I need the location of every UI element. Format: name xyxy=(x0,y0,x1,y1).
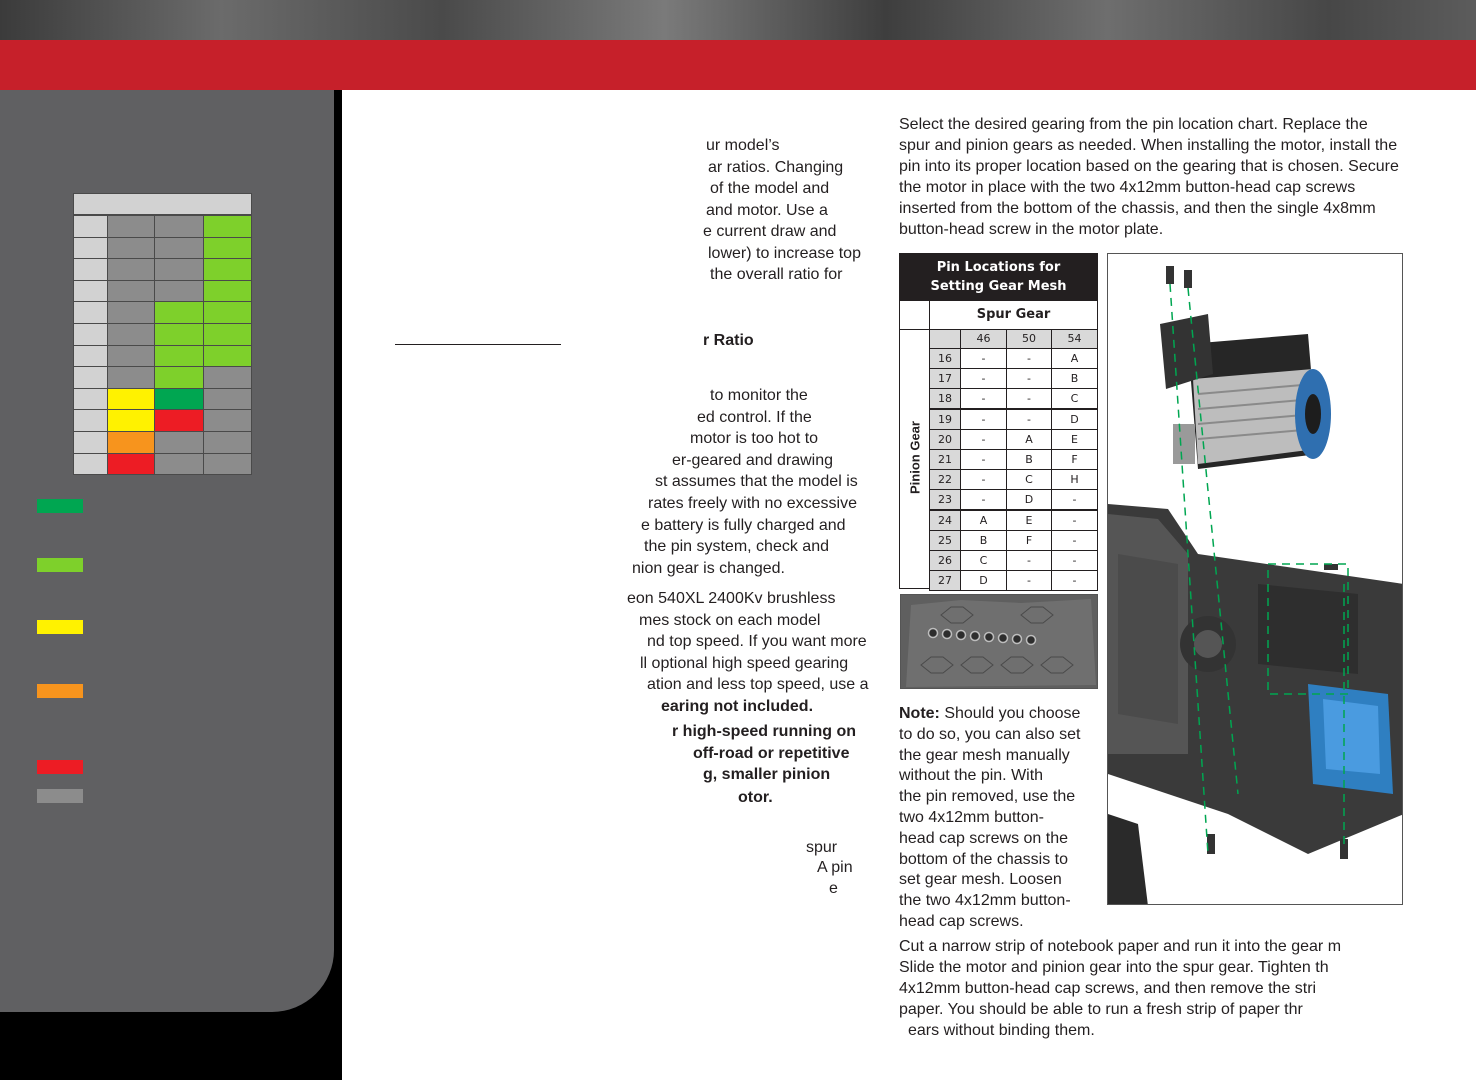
pin-location-cell: F xyxy=(1051,449,1098,470)
pin-location-cell: - xyxy=(960,409,1007,430)
grid-cell xyxy=(154,280,204,303)
left-text-line: ar ratios. Changing xyxy=(708,158,844,176)
pinion-size-cell: 17 xyxy=(929,368,961,389)
legend-swatch xyxy=(37,760,83,774)
grid-cell xyxy=(154,345,204,368)
pinion-size-cell: 24 xyxy=(929,510,961,531)
spur-size-header: 54 xyxy=(1051,329,1098,349)
pin-location-cell: - xyxy=(1006,409,1052,430)
pin-location-cell: - xyxy=(1006,570,1052,591)
pin-holes-photo xyxy=(900,594,1098,689)
grid-cell xyxy=(107,431,155,454)
grid-cell xyxy=(107,301,155,324)
pin-location-cell: - xyxy=(1051,489,1098,510)
left-text-line: e xyxy=(829,880,838,897)
pinion-size-cell: 26 xyxy=(929,550,961,571)
pin-location-cell: - xyxy=(1051,510,1098,531)
note-text: set gear mesh. Loosen xyxy=(899,871,1062,889)
grid-cell xyxy=(154,237,204,260)
grid-cell xyxy=(203,345,252,368)
pin-location-cell: B xyxy=(1006,449,1052,470)
left-bold-line: earing not included. xyxy=(661,698,814,715)
left-text-line: e current draw and xyxy=(703,223,837,240)
pin-location-cell: D xyxy=(1051,409,1098,430)
pin-location-cell: D xyxy=(1006,489,1052,510)
pinion-size-cell: 18 xyxy=(929,388,961,409)
header-red-bar xyxy=(0,40,1476,90)
grid-cell xyxy=(107,409,155,432)
pin-location-cell: - xyxy=(1006,388,1052,409)
note-line xyxy=(899,892,1071,910)
left-bold-line: otor. xyxy=(738,789,773,806)
pin-location-cell: C xyxy=(1006,469,1052,490)
left-heading: r Ratio xyxy=(703,332,754,349)
bottom-line: Slide the motor and pinion gear into the spur gear. Tighten th xyxy=(899,959,1329,976)
left-text-line: eon 540XL 2400Kv brushless xyxy=(627,590,836,607)
note-text: head cap screws on the xyxy=(899,829,1068,847)
note-line xyxy=(899,705,1080,723)
left-text-line: A pin xyxy=(817,859,853,876)
motor-exploded-photo xyxy=(1107,253,1403,905)
note-text: head cap screws. xyxy=(899,913,1024,930)
pinion-size-cell: 23 xyxy=(929,489,961,510)
pin-location-cell: C xyxy=(1051,388,1098,409)
pinion-gear-label: Pinion Gear xyxy=(907,421,923,494)
pin-location-cell: A xyxy=(960,510,1007,531)
pin-holes-illustration xyxy=(901,595,1098,689)
grid-cell xyxy=(203,215,252,238)
pinion-size-cell: 16 xyxy=(929,348,961,369)
pin-location-cell: F xyxy=(1006,530,1052,551)
note-text: the pin removed, use the xyxy=(899,788,1076,806)
left-text-line: lower) to increase top xyxy=(708,244,861,262)
pin-location-cell: - xyxy=(960,368,1007,389)
pin-location-cell: C xyxy=(960,550,1007,571)
grid-cell xyxy=(73,301,108,324)
size-header-blank xyxy=(929,329,961,349)
pin-location-cell: - xyxy=(1051,530,1098,551)
pin-table-title-line1: Pin Locations for xyxy=(936,260,1061,275)
note-line xyxy=(899,809,1044,827)
note-line xyxy=(899,913,1024,931)
grid-cell xyxy=(73,215,108,238)
header-texture xyxy=(0,0,1476,40)
note-line xyxy=(899,871,1062,889)
grid-cell xyxy=(107,345,155,368)
pin-location-cell: - xyxy=(960,388,1007,409)
motor-assembly-illustration xyxy=(1108,254,1403,905)
grid-cell xyxy=(154,453,204,476)
left-text-line: ed control. If the xyxy=(697,408,812,426)
legend-swatch xyxy=(37,499,83,513)
grid-header xyxy=(73,193,252,215)
left-text-line: e battery is fully charged and xyxy=(641,516,846,534)
pin-location-cell: - xyxy=(1006,348,1052,369)
left-text-line: spur xyxy=(806,839,838,856)
pinion-size-cell: 27 xyxy=(929,570,961,591)
grid-cell xyxy=(203,258,252,281)
left-text-line: ation and less top speed, use a xyxy=(647,676,869,694)
pin-location-cell: E xyxy=(1006,510,1052,531)
note-line xyxy=(899,767,1043,785)
intro-paragraph: Select the desired gearing from the pin location chart. Replace the spur and pinion gears as needed. When installing the motor, install the pin into its proper location based on the gearing that is chosen. Secure the motor in place with the two 4x12mm button-head cap screws inserted from the bottom of the chassis, and then the single 4x8mm button-head screw in the motor plate. xyxy=(899,116,1399,238)
left-text-line: the overall ratio for xyxy=(710,266,843,283)
bottom-line: Cut a narrow strip of notebook paper and run it into the gear m xyxy=(899,938,1342,955)
pin-table-title-line2: Setting Gear Mesh xyxy=(930,279,1067,294)
left-text-line: to monitor the xyxy=(710,387,808,404)
pin-location-cell: A xyxy=(1051,348,1098,369)
grid-cell xyxy=(154,215,204,238)
grid-cell xyxy=(73,388,108,411)
left-bold-line: r high-speed running on xyxy=(672,723,856,740)
grid-cell xyxy=(154,301,204,324)
grid-cell xyxy=(107,366,155,389)
grid-cell xyxy=(203,237,252,260)
note-text: Should you choose xyxy=(939,705,1081,722)
grid-cell xyxy=(154,388,204,411)
grid-cell xyxy=(154,409,204,432)
grid-cell xyxy=(154,258,204,281)
grid-cell xyxy=(203,301,252,324)
pin-location-cell: - xyxy=(1051,570,1098,591)
pinion-size-cell: 19 xyxy=(929,409,961,430)
grid-cell xyxy=(107,388,155,411)
left-bold-line: off-road or repetitive xyxy=(693,745,850,762)
grid-cell xyxy=(203,280,252,303)
grid-cell xyxy=(73,409,108,432)
left-text-line: motor is too hot to xyxy=(690,430,819,448)
legend-swatch xyxy=(37,620,83,634)
pin-location-cell: B xyxy=(960,530,1007,551)
grid-cell xyxy=(203,388,252,411)
left-text-line: er-geared and drawing xyxy=(672,451,833,469)
section-rule xyxy=(395,344,561,345)
spur-size-header: 50 xyxy=(1006,329,1052,349)
pin-location-cell: - xyxy=(1051,550,1098,571)
left-bold-line: g, smaller pinion xyxy=(703,766,831,783)
grid-cell xyxy=(107,215,155,238)
left-text-line: mes stock on each model xyxy=(639,611,821,629)
pin-location-cell: D xyxy=(960,570,1007,591)
grid-cell xyxy=(73,237,108,260)
note-line xyxy=(899,788,1075,806)
left-text-line: and motor. Use a xyxy=(706,201,828,219)
grid-cell xyxy=(154,431,204,454)
pin-location-cell: - xyxy=(960,489,1007,510)
grid-cell xyxy=(154,323,204,346)
grid-cell xyxy=(154,366,204,389)
note-text: bottom of the chassis to xyxy=(899,850,1068,868)
left-text-line: nd top speed. If you want more xyxy=(647,633,867,651)
table-corner-cell xyxy=(899,300,930,330)
note-label: Note: xyxy=(899,705,940,722)
note-text: the gear mesh manually xyxy=(899,746,1070,764)
gearing-color-grid xyxy=(73,193,252,475)
left-text-line: the pin system, check and xyxy=(644,538,829,556)
pin-location-cell: - xyxy=(1006,550,1052,571)
grid-cell xyxy=(107,323,155,346)
pin-location-cell: - xyxy=(1006,368,1052,389)
note-text: to do so, you can also set xyxy=(899,725,1081,743)
spur-size-header: 46 xyxy=(960,329,1007,349)
note-line xyxy=(899,747,1070,765)
pin-location-cell: B xyxy=(1051,368,1098,389)
legend-swatch xyxy=(37,789,83,803)
grid-cell xyxy=(107,237,155,260)
grid-cell xyxy=(73,323,108,346)
note-text: the two 4x12mm button- xyxy=(899,892,1071,910)
note-line xyxy=(899,830,1068,848)
grid-cell xyxy=(107,280,155,303)
grid-cell xyxy=(107,453,155,476)
pin-location-cell: E xyxy=(1051,429,1098,450)
grid-cell xyxy=(203,431,252,454)
grid-cell xyxy=(203,453,252,476)
pin-location-cell: - xyxy=(960,449,1007,470)
left-text-line: of the model and xyxy=(710,180,830,197)
grid-cell xyxy=(73,366,108,389)
pin-table-title xyxy=(899,253,1098,300)
spur-gear-label: Spur Gear xyxy=(929,300,1098,330)
pin-location-cell: A xyxy=(1006,429,1052,450)
grid-cell xyxy=(73,258,108,281)
pinion-size-cell: 20 xyxy=(929,429,961,450)
pinion-size-cell: 21 xyxy=(929,449,961,470)
note-text: two 4x12mm button- xyxy=(899,809,1044,826)
grid-cell xyxy=(203,323,252,346)
pin-location-cell: H xyxy=(1051,469,1098,490)
note-text: without the pin. With xyxy=(899,767,1044,785)
left-text-line: ll optional high speed gearing xyxy=(640,654,849,672)
pin-location-cell: - xyxy=(960,348,1007,369)
grid-cell xyxy=(203,366,252,389)
grid-cell xyxy=(107,258,155,281)
grid-cell xyxy=(73,431,108,454)
grid-cell xyxy=(73,453,108,476)
bottom-line: ears without binding them. xyxy=(908,1022,1095,1039)
grid-cell xyxy=(203,409,252,432)
grid-cell xyxy=(73,280,108,303)
pinion-size-cell: 22 xyxy=(929,469,961,490)
pin-location-cell: - xyxy=(960,429,1007,450)
legend-swatch xyxy=(37,684,83,698)
bottom-line: 4x12mm button-head cap screws, and then remove the stri xyxy=(899,980,1317,997)
left-text-line: nion gear is changed. xyxy=(632,559,785,577)
left-text-line: rates freely with no excessive xyxy=(648,495,857,512)
left-text-line: ur model’s xyxy=(706,137,780,154)
left-text-line: st assumes that the model is xyxy=(655,473,858,491)
grid-cell xyxy=(73,345,108,368)
pin-location-cell: - xyxy=(960,469,1007,490)
legend-swatch xyxy=(37,558,83,572)
bottom-line: paper. You should be able to run a fresh strip of paper thr xyxy=(899,1001,1303,1018)
note-line xyxy=(899,851,1068,869)
pinion-size-cell: 25 xyxy=(929,530,961,551)
note-line xyxy=(899,726,1080,744)
